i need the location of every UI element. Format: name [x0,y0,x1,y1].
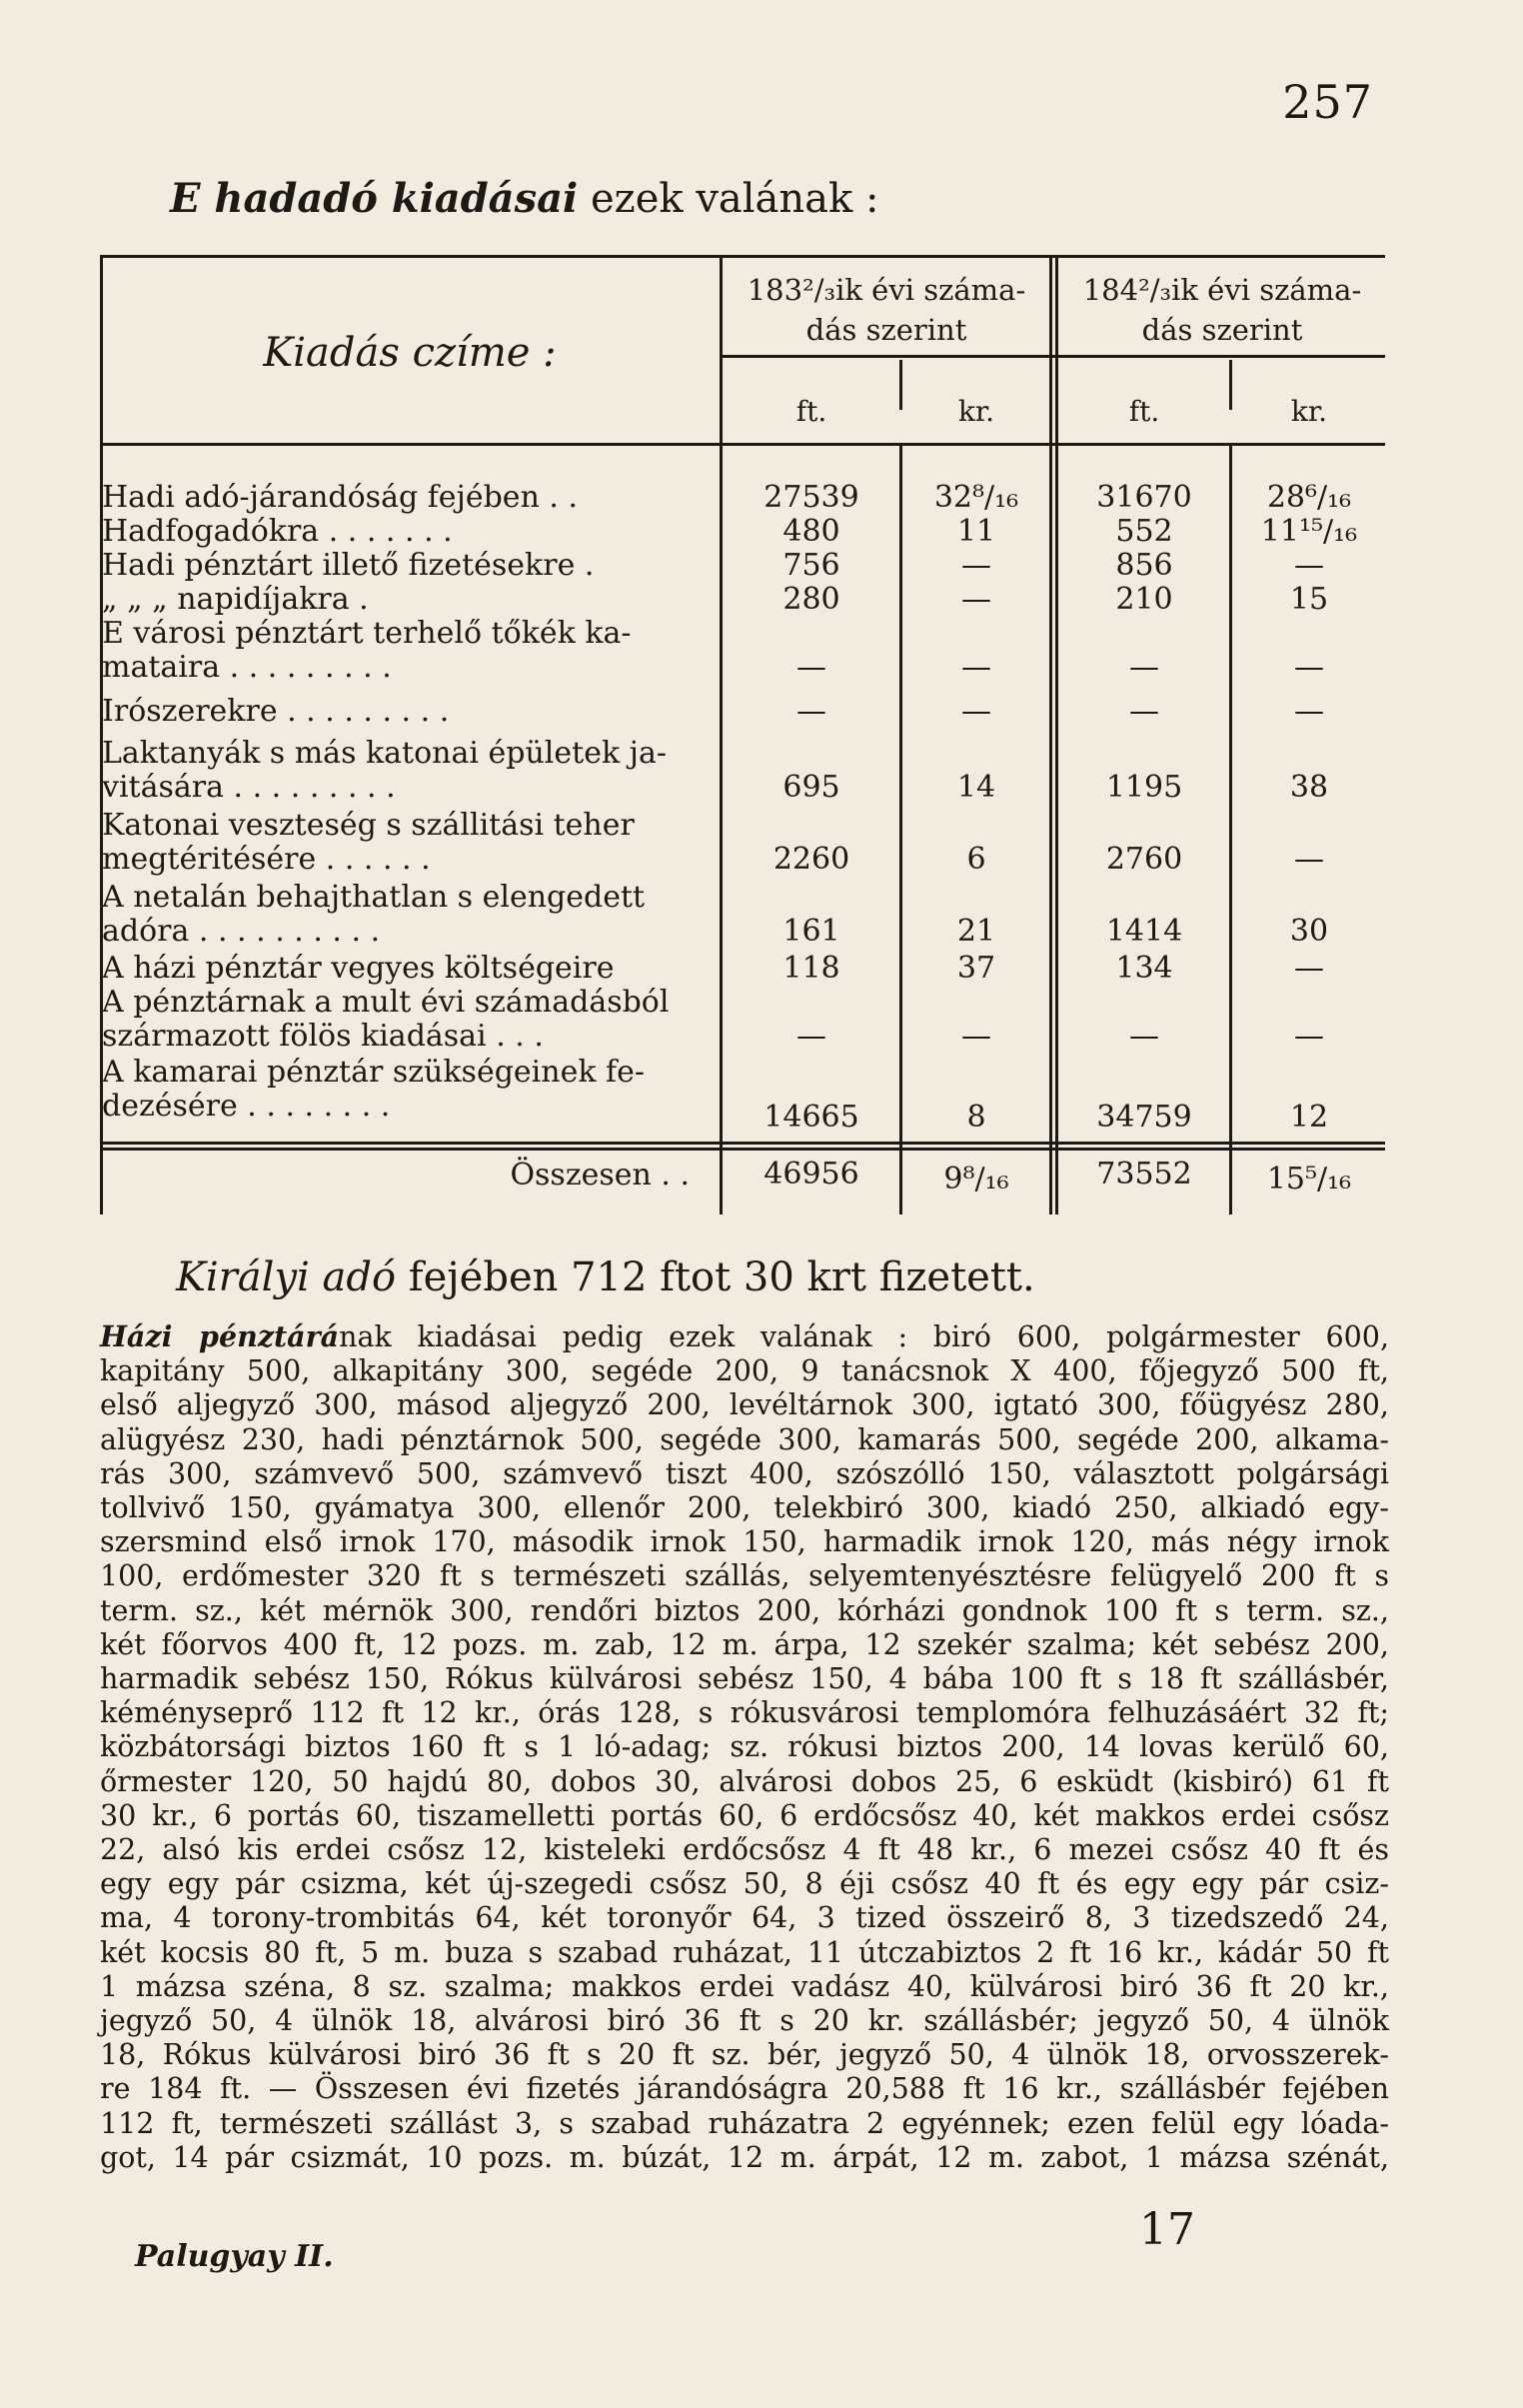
paragraph-line: re 184 ft. — Összesen évi fizetés járandóságra 20,588 ft 16 kr., szállásbér fejében [100,2072,1389,2106]
cell-kr1: — [961,650,991,685]
header-mid-rule [720,355,1385,358]
row-label: Irószerekre . . . . . . . . . [102,695,450,729]
cell-kr1: 8 [966,1100,986,1135]
row-label-cont: megtéritésére . . . . . . [102,843,431,877]
paragraph-line: term. sz., két mérnök 300, rendőri biztos 200, kórházi gondnok 100 ft s term. sz., [100,1593,1389,1627]
cell-kr1: 37 [956,951,996,986]
cell-kr2: 15 [1289,582,1329,617]
cell-kr1: — [961,582,991,617]
cell-ft1: 695 [782,770,840,805]
col-divider-2b [1055,255,1058,1214]
total-kr2: 15⁵/₁₆ [1266,1162,1352,1197]
paragraph-line: 100, erdőmester 320 ft s természeti szállás, selyemtenyésztésre felügyelő 200 ft s [100,1559,1389,1593]
row-label: A netalán behajthatlan s elengedett [102,881,646,915]
total-kr1: 9⁸/₁₆ [943,1162,1009,1197]
cell-kr1: 11 [956,514,996,549]
cell-ft1: — [796,1019,826,1054]
cell-ft2: 552 [1115,514,1173,549]
row-label: Hadi adó-járandóság fejében . . [102,481,579,515]
table-title: Kiadás czíme : [263,330,557,376]
paragraph-line: harmadik sebész 150, Rókus külvárosi sebész 150, 4 bába 100 ft s 18 ft szállásbér, [100,1662,1389,1696]
heading-rest: ezek valának : [578,176,879,222]
paragraph-line: rás 300, számvevő 500, számvevő tiszt 400, szószólló 150, választott polgársági [100,1456,1389,1490]
col1-header-l1: 183²/₃ik évi száma- [747,273,1026,307]
table-top-rule [100,255,1385,258]
paragraph-line: tollvivő 150, gyámatya 300, ellenőr 200, telekbiró 300, kiadó 250, alkiadó egy- [100,1491,1389,1525]
col2-ft-header: ft. [1128,395,1160,428]
cell-ft2: 2760 [1105,842,1183,877]
royal-italic: Királyi adó [176,1254,397,1300]
total-rule-top-2 [100,1148,1385,1151]
paragraph-line: 22, alsó kis erdei csősz 12, kisteleki erdőcsősz 4 ft 48 kr., 6 mezei csősz 40 ft és [100,1833,1389,1867]
row-label: A házi pénztár vegyes költségeire [102,952,615,986]
cell-ft1: 280 [782,582,840,617]
cell-ft2: 1195 [1105,770,1183,805]
row-label: Hadi pénztárt illető fizetésekre . [102,549,595,583]
cell-kr2: — [1294,650,1324,685]
paragraph-line: 30 kr., 6 portás 60, tiszamelletti portás 60, 6 erdőcsősz 40, két makkos erdei csősz [100,1798,1389,1832]
cell-ft1: 27539 [763,480,859,515]
cell-ft2: 1414 [1105,914,1183,949]
cell-ft2: — [1129,650,1159,685]
cell-kr1: 32⁸/₁₆ [933,480,1019,515]
col2-header-l2: dás szerint [1141,313,1303,347]
cell-ft1: 14665 [763,1100,859,1135]
paragraph-line: ma, 4 torony-trombitás 64, két toronyőr 64, 3 tized összeirő 8, 3 tizedszedő 24, [100,1901,1389,1935]
row-label: „ „ „ napidíjakra . [102,583,369,617]
paragraph-line: got, 14 pár csizmát, 10 pozs. m. búzát, 12 m. árpát, 12 m. zabot, 1 mázsa szénát, [100,2140,1389,2174]
total-ft2: 73552 [1096,1157,1192,1192]
paragraph-line: jegyző 50, 4 ülnök 18, alvárosi biró 36 ft s 20 kr. szállásbér; jegyző 50, 4 ülnök [100,2004,1389,2038]
col2-kr-header: kr. [1290,395,1328,428]
cell-ft2: — [1129,694,1159,729]
col-divider-1 [720,255,723,1214]
section-heading [170,175,878,222]
cell-ft1: 161 [782,914,840,949]
cell-ft2: 31670 [1096,480,1192,515]
cell-kr2: 11¹⁵/₁₆ [1260,514,1358,549]
cell-ft1: 118 [782,951,840,986]
total-ft1: 46956 [763,1157,859,1192]
col1-header [724,270,1049,350]
cell-kr2: 38 [1289,770,1329,805]
row-label: E városi pénztárt terhelő tőkék ka- [102,617,632,651]
cell-kr2: — [1294,951,1324,986]
cell-kr1: 14 [956,770,996,805]
expense-table [100,255,1385,1214]
royal-tax-line [176,1254,1035,1300]
cell-ft1: — [796,694,826,729]
cell-kr1: 6 [966,842,986,877]
paragraph-line: első aljegyző 300, másod aljegyző 200, levéltárnok 300, igtató 300, főügyész 280, [100,1388,1389,1422]
row-label-cont: vitására . . . . . . . . . [102,771,396,805]
cell-kr2: — [1294,842,1324,877]
col2-header-l1: 184²/₃ik évi száma- [1082,273,1362,307]
paragraph-line: 18, Rókus külvárosi biró 36 ft s 20 ft sz. bér, jegyző 50, 4 ülnök 18, orvosszerek- [100,2038,1389,2072]
col1-kr-header: kr. [957,395,995,428]
subcol-divider-2 [1229,360,1232,410]
col-divider-2 [1049,255,1052,1214]
cell-ft1: — [796,650,826,685]
row-label-cont: adóra . . . . . . . . . . [102,915,381,949]
col1-ft-header: ft. [795,395,827,428]
row-label-cont: dezésére . . . . . . . . [102,1090,391,1124]
row-label: Laktanyák s más katonai épületek ja- [102,737,667,771]
paragraph-line: őrmester 120, 50 hajdú 80, dobos 30, alvárosi dobos 25, 6 esküdt (kisbiró) 61 ft [100,1764,1389,1798]
paragraph-line: két kocsis 80 ft, 5 m. buza s szabad ruházat, 11 útczabiztos 2 ft 16 kr., kádár 50 ft [100,1935,1389,1969]
paragraph-line: kapitány 500, alkapitány 300, segéde 200, 9 tanácsnok X 400, főjegyző 500 ft, [100,1354,1389,1388]
paragraph-line: egy egy pár csizma, két új-szegedi csősz 50, 8 éji csősz 40 ft és egy egy pár csiz- [100,1867,1389,1901]
paragraph-line: 112 ft, természeti szállást 3, s szabad ruházatra 2 egyénnek; ezen felül egy lóada- [100,2106,1389,2140]
footer-author: Palugyay II. [135,2239,334,2274]
row-label-cont: mataira . . . . . . . . . [102,651,392,685]
royal-rest: fejében 712 ftot 30 krt fizetett. [396,1254,1035,1300]
cell-kr2: — [1294,548,1324,583]
page-number: 257 [1282,75,1373,129]
cell-ft2: 856 [1115,548,1173,583]
paragraph-italic: Házi pénztárá [100,1319,340,1353]
subcol-divider-1 [899,360,902,410]
cell-ft1: 756 [782,548,840,583]
subcol-divider-2b [1229,445,1232,1214]
subcol-divider-1b [899,445,902,1214]
row-label: Katonai veszteség s szállitási teher [102,809,635,843]
body-paragraph [100,1319,1389,2175]
cell-kr1: 21 [956,914,996,949]
cell-kr1: — [961,694,991,729]
heading-italic: E hadadó kiadásai [170,175,579,222]
signature-mark: 17 [1139,2204,1195,2255]
cell-kr1: — [961,1019,991,1054]
row-label: A kamarai pénztár szükségeinek fe- [102,1056,646,1090]
paragraph-line: alügyész 230, hadi pénztárnok 500, segéde 300, kamarás 500, segéde 200, alkama- [100,1422,1389,1456]
cell-ft2: — [1129,1019,1159,1054]
cell-ft1: 2260 [772,842,850,877]
paragraph-line: közbátorsági biztos 160 ft s 1 ló-adag; sz. rókusi biztos 200, 14 lovas kerülő 60, [100,1730,1389,1764]
total-rule-top [100,1142,1385,1145]
total-label: Összesen . . [510,1158,690,1193]
paragraph-line: kéményseprő 112 ft 12 kr., órás 128, s rókusvárosi templomóra felhuzásáért 32 ft; [100,1696,1389,1730]
paragraph-line: két főorvos 400 ft, 12 pozs. m. zab, 12 m. árpa, 12 szekér szalma; két sebész 200, [100,1627,1389,1661]
row-label: Hadfogadókra . . . . . . . [102,515,453,549]
header-bottom-rule [100,443,1385,446]
cell-ft2: 210 [1115,582,1173,617]
cell-kr2: — [1294,1019,1324,1054]
cell-kr2: — [1294,694,1324,729]
cell-kr2: 30 [1289,914,1329,949]
cell-ft2: 134 [1115,951,1173,986]
paragraph-line: 1 mázsa széna, 8 sz. szalma; makkos erdei vadász 40, külvárosi biró 36 ft 20 kr., [100,1969,1389,2003]
row-label-cont: származott fölös kiadásai . . . [102,1020,544,1054]
paragraph-line: szersmind első irnok 170, második irnok 150, harmadik irnok 120, más négy irnok [100,1525,1389,1559]
col2-header [1059,270,1385,350]
cell-kr2: 28⁶/₁₆ [1266,480,1352,515]
cell-kr2: 12 [1289,1100,1329,1135]
row-label: A pénztárnak a mult évi számadásból [102,986,670,1020]
cell-ft2: 34759 [1096,1100,1192,1135]
col1-header-l2: dás szerint [805,313,967,347]
cell-ft1: 480 [782,514,840,549]
cell-kr1: — [961,548,991,583]
paragraph-line: Házi pénztárának kiadásai pedig ezek valának : biró 600, polgármester 600, [100,1319,1390,1353]
